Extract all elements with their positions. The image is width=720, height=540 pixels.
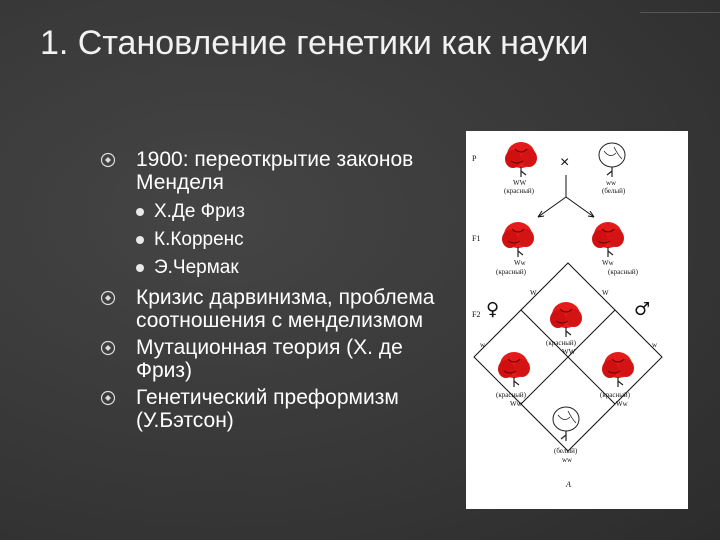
f2-left-flower bbox=[498, 352, 530, 387]
f2-top-genotype: WW bbox=[562, 348, 576, 356]
female-symbol: ♀ bbox=[486, 299, 500, 320]
f2-top-flower bbox=[550, 302, 582, 337]
arrowheads bbox=[538, 211, 594, 217]
gamete-label: w bbox=[480, 341, 486, 349]
sub-item-text: К.Корренс bbox=[154, 229, 244, 250]
sub-item-text: Э.Чермак bbox=[154, 257, 239, 278]
arrow-lines bbox=[538, 175, 594, 217]
dot-icon bbox=[136, 236, 144, 244]
p-left-phenotype: (красный) bbox=[504, 187, 534, 195]
f2-right-flower bbox=[602, 352, 634, 387]
dot-icon bbox=[136, 208, 144, 216]
f1-left-phenotype: (красный) bbox=[496, 268, 526, 276]
slide-title: 1. Становление генетики как науки bbox=[40, 24, 589, 62]
p-white-flower bbox=[599, 143, 625, 177]
gen-label-f2: F2 bbox=[472, 310, 481, 319]
f2-right-genotype: Ww bbox=[616, 400, 628, 408]
dot-icon bbox=[136, 264, 144, 272]
cross-symbol: × bbox=[560, 154, 570, 171]
f1-left-flower bbox=[502, 222, 534, 257]
f2-bottom-phenotype: (белый) bbox=[554, 447, 578, 455]
f2-left-phenotype: (красный) bbox=[496, 391, 526, 399]
bullet-item bbox=[100, 148, 440, 282]
p-right-phenotype: (белый) bbox=[602, 187, 626, 195]
f2-bottom-flower bbox=[553, 407, 579, 441]
f1-right-genotype: Ww bbox=[602, 259, 614, 267]
gamete-label: W bbox=[530, 289, 537, 297]
sub-item bbox=[136, 226, 440, 254]
p-right-genotype: ww bbox=[606, 179, 617, 187]
bullet-list bbox=[100, 148, 440, 436]
corner-decoration bbox=[640, 0, 720, 13]
bullet-text: 1900: переоткрытие законов Менделя bbox=[136, 148, 414, 194]
genetics-cross-figure bbox=[466, 131, 688, 509]
male-symbol: ♂ bbox=[634, 299, 651, 320]
sub-item bbox=[136, 198, 440, 226]
bullet-text: Мутационная теория (Х. де Фриз) bbox=[136, 336, 403, 382]
flourish-bullet-icon bbox=[100, 290, 116, 306]
f2-left-genotype: Ww bbox=[510, 400, 522, 408]
bullet-item bbox=[100, 336, 440, 382]
f2-right-phenotype: (красный) bbox=[600, 391, 630, 399]
bullet-item bbox=[100, 386, 440, 432]
bullet-text: Кризис дарвинизма, проблема соотношения с менделизмом bbox=[136, 286, 435, 332]
f1-right-phenotype: (красный) bbox=[608, 268, 638, 276]
p-red-flower bbox=[505, 142, 537, 177]
bullet-item bbox=[100, 286, 440, 332]
gamete-label: w bbox=[652, 341, 658, 349]
sub-item-text: Х.Де Фриз bbox=[154, 201, 246, 222]
f1-right-flower bbox=[592, 222, 624, 257]
f1-left-genotype: Ww bbox=[514, 259, 526, 267]
gen-label-p: P bbox=[472, 154, 477, 163]
gamete-label: W bbox=[602, 289, 609, 297]
bullet-text: Генетический преформизм (У.Бэтсон) bbox=[136, 386, 399, 432]
figure-bottom-label: A bbox=[566, 480, 571, 489]
f2-top-phenotype: (красный) bbox=[546, 339, 576, 347]
sub-list bbox=[136, 198, 440, 282]
sub-item bbox=[136, 254, 440, 282]
cross-diagram bbox=[466, 131, 688, 509]
gen-label-f1: F1 bbox=[472, 234, 481, 243]
flourish-bullet-icon bbox=[100, 152, 116, 168]
flourish-bullet-icon bbox=[100, 390, 116, 406]
p-left-genotype: WW bbox=[513, 179, 527, 187]
flourish-bullet-icon bbox=[100, 340, 116, 356]
f2-bottom-genotype: ww bbox=[562, 456, 573, 464]
